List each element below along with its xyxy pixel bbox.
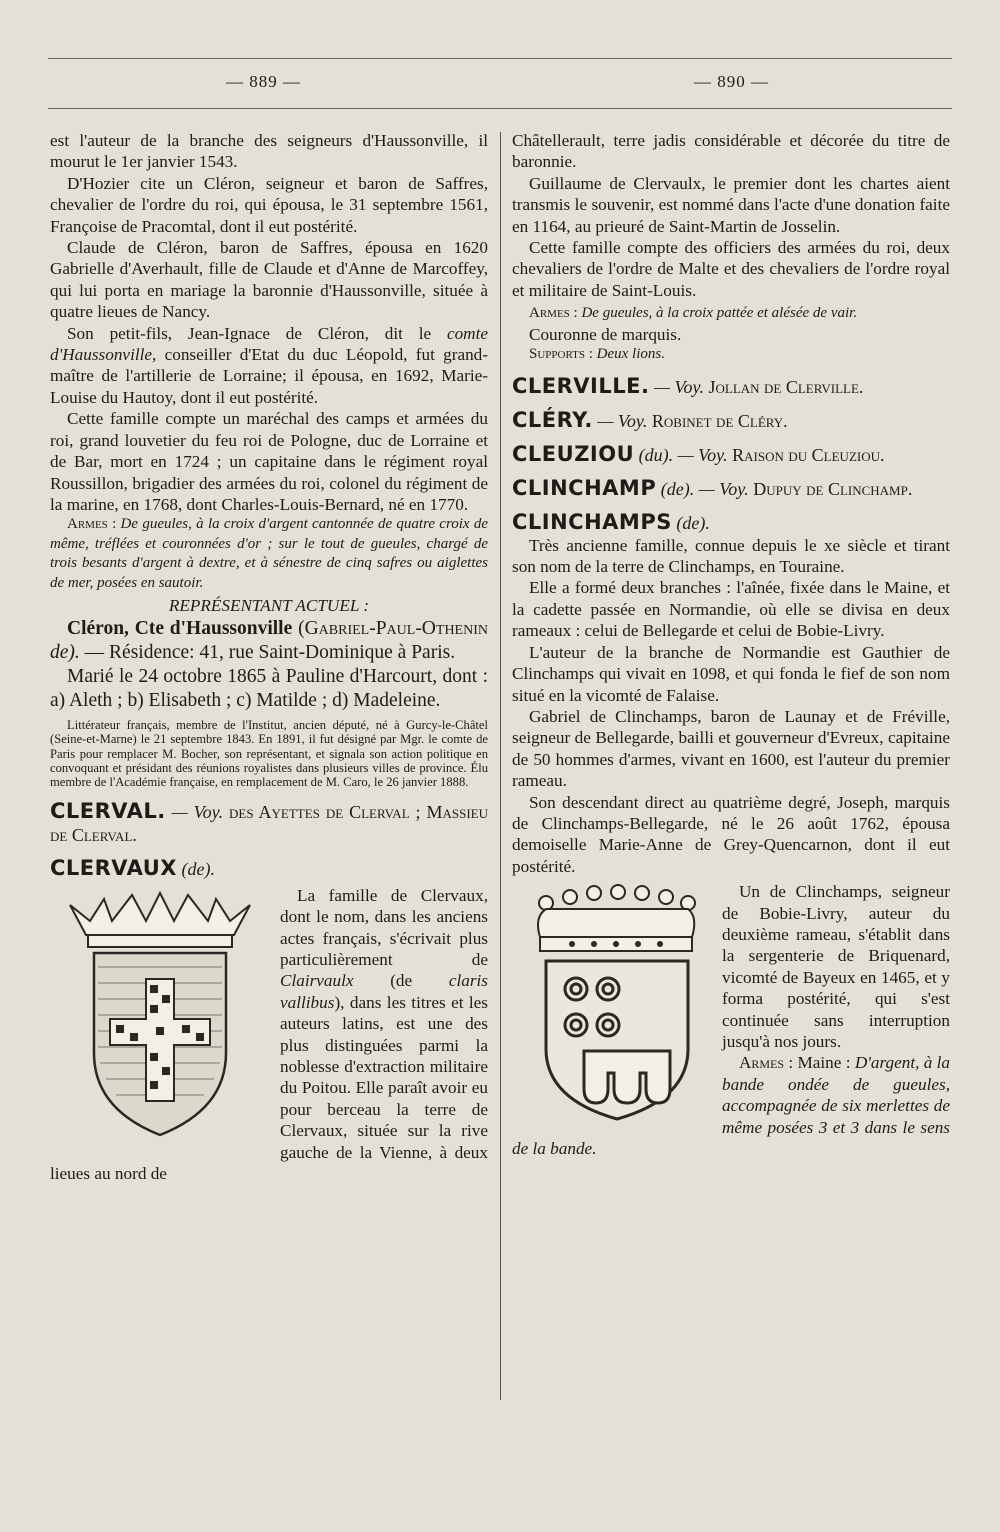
clinchamps-body	[512, 881, 950, 1159]
representative-particle: de).	[50, 641, 80, 663]
representative-entry	[50, 617, 488, 665]
voy-reference: — Voy.	[171, 801, 224, 822]
coronet: Couronne de marquis.	[529, 324, 682, 344]
entry-clervaux	[50, 857, 488, 881]
paragraph	[50, 323, 488, 409]
particle: (de).	[660, 478, 695, 499]
top-rule	[48, 58, 952, 59]
particle: (de).	[181, 858, 215, 879]
voy-reference: — Voy.	[698, 478, 749, 499]
entry-heading: CLINCHAMP	[512, 475, 657, 500]
entry-heading: CLERVAUX	[50, 855, 177, 880]
arms-label: Armes :	[529, 305, 578, 322]
arms-label: Armes :	[739, 1053, 794, 1073]
arms-label: Armes :	[67, 516, 117, 533]
biographical-note: Littérateur français, membre de l'Institut, ancien député, né à Gurcy-le-Châtel (Seine-et-Marne) le 21 septembre 1843. En 1891, il fut désigné par Mgr. le comte de Paris pour remplacer M. Bocher, son représentant, et signala son action politique en convoquant et présidant des réunions royalistes dans plusieurs villes de province. Élu membre de l'Académie française, en remplacement de M. Caro, le 26 janvier 1888.	[50, 717, 488, 790]
particle: (du).	[638, 444, 674, 465]
entry-clinchamp	[512, 477, 950, 501]
voy-reference: — Voy.	[653, 376, 704, 397]
representative-marriage: Marié le 24 octobre 1865 à Pauline d'Harcourt, dont : a) Aleth ; b) Elisabeth ; c) Matilde ; d) Madeleine.	[50, 665, 488, 711]
entry-heading: CLERVAL.	[50, 798, 166, 823]
voy-reference: — Voy.	[677, 444, 728, 465]
arms-text: D'argent, à la bande ondée de gueules, accompagnée de six merlettes de même posées 3 et 3 dans le sens de la bande.	[512, 1053, 951, 1159]
left-column	[50, 130, 488, 1184]
arms-text: De gueules, à la croix pattée et alésée de vair.	[581, 305, 858, 322]
representative-title: REPRÉSENTANT ACTUEL :	[168, 596, 370, 616]
paragraph: Châtellerault, terre jadis considérable et décorée du titre de baronnie.	[512, 131, 950, 172]
text-run: (de	[353, 971, 449, 991]
cross-reference: des Ayettes de Clerval ; Massieu de Clerval.	[50, 801, 488, 845]
representative-residence: — Résidence: 41, rue Saint-Dominique à Paris.	[79, 641, 456, 663]
paragraph: L'auteur de la branche de Normandie est Gauthier de Clinchamps qui vivait en 1098, et qui fonda le fief de son nom situé en la vicomté de Falaise.	[512, 642, 950, 705]
text-run: Clairvaulx	[280, 971, 354, 991]
clervaux-body	[50, 885, 488, 1185]
paragraph: Elle a formé deux branches : l'aînée, fixée dans le Maine, et la cadette passée en Normandie, où elle se divisa en deux rameaux : celui de Bellegarde et celui de Bobie-Livry.	[512, 578, 950, 641]
supporters	[512, 345, 950, 365]
text-run: comte d'Haussonville,	[50, 323, 488, 365]
paragraph: Gabriel de Clinchamps, baron de Launay et de Fréville, seigneur de Bellegarde, bailli et gouverneur d'Evreux, capitaine de 50 hommes d'armes, vivant en 1600, est l'auteur du premier rameau.	[512, 706, 950, 791]
entry-heading: CLINCHAMPS	[512, 509, 672, 534]
arms-blazon	[50, 515, 488, 593]
entry-clerville	[512, 375, 950, 399]
paragraph: Un de Clinchamps, seigneur de Bobie-Livry, auteur du deuxième rameau, s'établit dans la sergenterie de Briquenard, vicomté de Bayeux en 1465, et y forma postérité, qui s'est continuée sans interruption jusqu'à nos jours.	[722, 882, 950, 1051]
entry-cleuziou	[512, 443, 950, 467]
entry-heading: CLERVILLE.	[512, 373, 650, 398]
arms-blazon	[512, 304, 950, 324]
paragraph: est l'auteur de la branche des seigneurs d'Haussonville, il mourut le 1er janvier 1543.	[50, 131, 488, 172]
text-run: La famille de Clervaux, dont le nom, dans les anciens actes français, s'écrivait plus particulièrement de	[280, 885, 488, 969]
text-run: claris vallibus	[280, 971, 488, 1012]
entry-heading: CLÉRY.	[512, 407, 593, 432]
text-run: conseiller d'Etat du duc Léopold, fut grand-maître de l'artillerie de Lorraine; il épousa, en 1692, Marie-Louise du Hautoy, dont il eut postérité.	[50, 345, 488, 407]
header-rule	[48, 108, 952, 109]
entry-clery	[512, 409, 950, 433]
left-page-number: — 889 —	[226, 72, 301, 91]
cross-reference: Jollan de Clerville.	[708, 376, 864, 397]
paragraph: Cette famille compte un maréchal des camps et armées du roi, grand louvetier du feu roi de Pologne, duc de Lorraine et de Bar, mort en 1724 ; un capitaine dans le régiment royal Roussillon, brigadier des armées du roi, colonel du régiment de la marine, en 1768, dont Charles-Louis-Bernard, né en 1770.	[50, 409, 488, 514]
text-run: ), dans les titres et les auteurs latins, est une des plus distinguées parmi la noblesse d'extraction militaire du Poitou. Elle paraît avoir eu pour berceau la terre de Clervaux, située sur la rive gauche de la Vienne, à deux lieues au nord de	[50, 992, 488, 1184]
paragraph: Claude de Cléron, baron de Saffres, épousa en 1620 Gabrielle d'Averhault, fille de Claude et d'Anne de Marcoffey, qui lui porta en mariage la baronnie d'Haussonville, située à quatre lieues de Nancy.	[50, 238, 488, 322]
right-column	[512, 130, 950, 1159]
cross-reference: Dupuy de Clinchamp.	[753, 478, 913, 499]
column-separator	[500, 132, 501, 1400]
entry-clinchamps	[512, 511, 950, 535]
cross-reference: Robinet de Cléry.	[651, 410, 788, 431]
paragraph: Guillaume de Clervaulx, le premier dont les chartes aient transmis le souvenir, est nommé dans l'acte d'une donation faite en 1164, au prieuré de Saint-Martin de Josselin.	[512, 173, 950, 236]
clinchamps-coat-of-arms-image	[512, 883, 712, 1123]
paragraph: Son descendant direct au quatrième degré, Joseph, marquis de Clinchamps-Bellegarde, né le 26 août 1762, épousa demoiselle Marie-Anne de Grey-Quencarnon, dont il eut postérité.	[512, 792, 950, 876]
paragraph: Cette famille compte des officiers des armées du roi, deux chevaliers de l'ordre de Malte et des chevaliers de l'ordre royal et militaire de Saint-Louis.	[512, 238, 950, 300]
representative-given-names: (Gabriel-Paul-Othenin	[298, 617, 488, 639]
entry-heading: CLEUZIOU	[512, 441, 635, 466]
voy-reference: — Voy.	[597, 410, 648, 431]
particle: (de).	[676, 512, 710, 533]
arms-branch: Maine :	[797, 1053, 851, 1073]
supporters-text: Deux lions.	[596, 346, 665, 363]
representative-name: Cléron, Cte d'Haussonville	[67, 617, 293, 639]
right-page-number: — 890 —	[694, 72, 769, 91]
supporters-label: Supports :	[529, 346, 593, 363]
paragraph: Très ancienne famille, connue depuis le xe siècle et tirant son nom de la terre de Clinchamps, en Touraine.	[512, 535, 950, 577]
clervaux-coat-of-arms-image	[50, 887, 270, 1145]
text-run: Son petit-fils, Jean-Ignace de Cléron, dit le	[67, 323, 447, 343]
cross-reference: Raison du Cleuziou.	[732, 444, 885, 465]
arms-text: De gueules, à la croix d'argent cantonnée de quatre croix de même, tréflées et couronnées d'or ; sur le tout de gueules, chargé de trois besants d'argent à dextre, et à sénestre de cinq safres ou aiglettes de mer, posées en sautoir.	[50, 516, 489, 591]
entry-clerval	[50, 800, 488, 847]
paragraph: D'Hozier cite un Cléron, seigneur et baron de Saffres, chevalier de l'ordre du roi, qui épousa, le 31 septembre 1561, Françoise de Pracomtal, dont il eut postérité.	[50, 173, 488, 236]
